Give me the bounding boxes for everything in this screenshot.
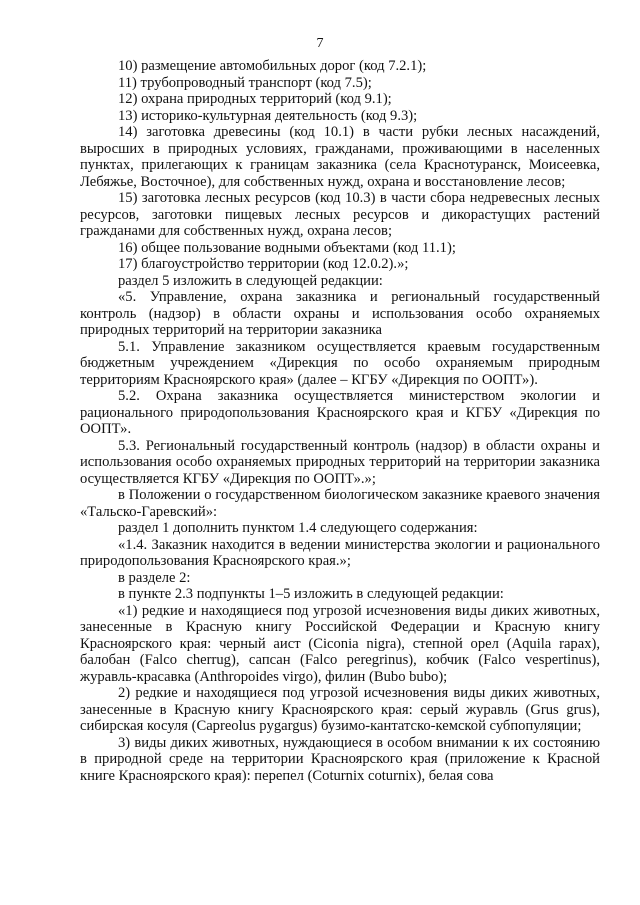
paragraph: 5.3. Региональный государственный контроль (надзор) в области охраны и использования особо охраняемых природных территорий на территории заказника осуществляется КГБУ «Дирекция по ООПТ».»; [80,437,600,487]
paragraph: 15) заготовка лесных ресурсов (код 10.3) в части сбора недревесных лесных ресурсов, заготовки пищевых лесных ресурсов и дикорастущих растений гражданами для собственных нужд, охрана лесов; [80,190,600,239]
paragraph: 11) трубопроводный транспорт (код 7.5); [118,74,372,91]
paragraph: раздел 5 изложить в следующей редакции: [118,272,383,289]
paragraph: 5.1. Управление заказником осуществляется краевым государственным бюджетным учреждением «Дирекция по особо охраняемым природным территориям Красноярского края» (далее – КГБУ «Дирекция по ООПТ»). [80,338,600,388]
paragraph: в разделе 2: [118,569,191,586]
paragraph: «5. Управление, охрана заказника и региональный государственный контроль (надзор) в области охраны и использования особо охраняемых природных территорий на территории заказника [80,289,600,338]
paragraph: в Положении о государственном биологическом заказнике краевого значения «Тальско-Гаревский»: [80,487,600,520]
paragraph: 17) благоустройство территории (код 12.0.2).»; [118,256,409,272]
paragraph: 13) историко-культурная деятельность (код 9.3); [118,107,418,124]
paragraph: 14) заготовка древесины (код 10.1) в части рубки лесных насаждений, выросших в природных условиях, гражданами, проживающими в населенных пунктах, прилегающих к границам заказника (села Краснотуранск, Моисеевка, Лебяжье, Восточное), для собственных нужд, охрана и восстановление лесов; [80,124,600,190]
paragraph: 12) охрана природных территорий (код 9.1); [118,91,392,107]
paragraph: 2) редкие и находящиеся под угрозой исчезновения виды диких животных, занесенные в Красную книгу Красноярского края: серый журавль (Grus grus), сибирская косуля (Capreolus pygargus) бузимо-кантатско-кемской субпопуляции; [80,685,600,734]
paragraph: 16) общее пользование водными объектами (код 11.1); [118,239,456,256]
paragraph: «1.4. Заказник находится в ведении министерства экологии и рационального природопользования Красноярского края.»; [80,536,600,569]
paragraph: раздел 1 дополнить пунктом 1.4 следующего содержания: [118,520,478,536]
paragraph: «1) редкие и находящиеся под угрозой исчезновения виды диких животных, занесенные в Красную книгу Российской Федерации и Красную книгу Красноярского края: черный аист (Ciconia nigra), степной орел (Aquila rapax), балобан (Falco cherrug), сапсан (Falco peregrinus), кобчик (Falco vespertinus), журавль-красавка (Anthropoides virgo), филин (Bubo bubo); [80,602,600,685]
page-number: 7 [316,36,324,51]
paragraph: 5.2. Охрана заказника осуществляется министерством экологии и рационального природопользования Красноярского края и КГБУ «Дирекция по ООПТ». [80,388,600,437]
paragraph: 10) размещение автомобильных дорог (код 7.2.1); [118,58,427,74]
paragraph: 3) виды диких животных, нуждающиеся в особом внимании к их состоянию в природной среде на территории Красноярского края (приложение к Красной книге Красноярского края): перепел (Coturnix coturnix), белая сова [80,734,600,784]
document-body [80,58,600,784]
paragraph: в пункте 2.3 подпункты 1–5 изложить в следующей редакции: [118,586,504,602]
